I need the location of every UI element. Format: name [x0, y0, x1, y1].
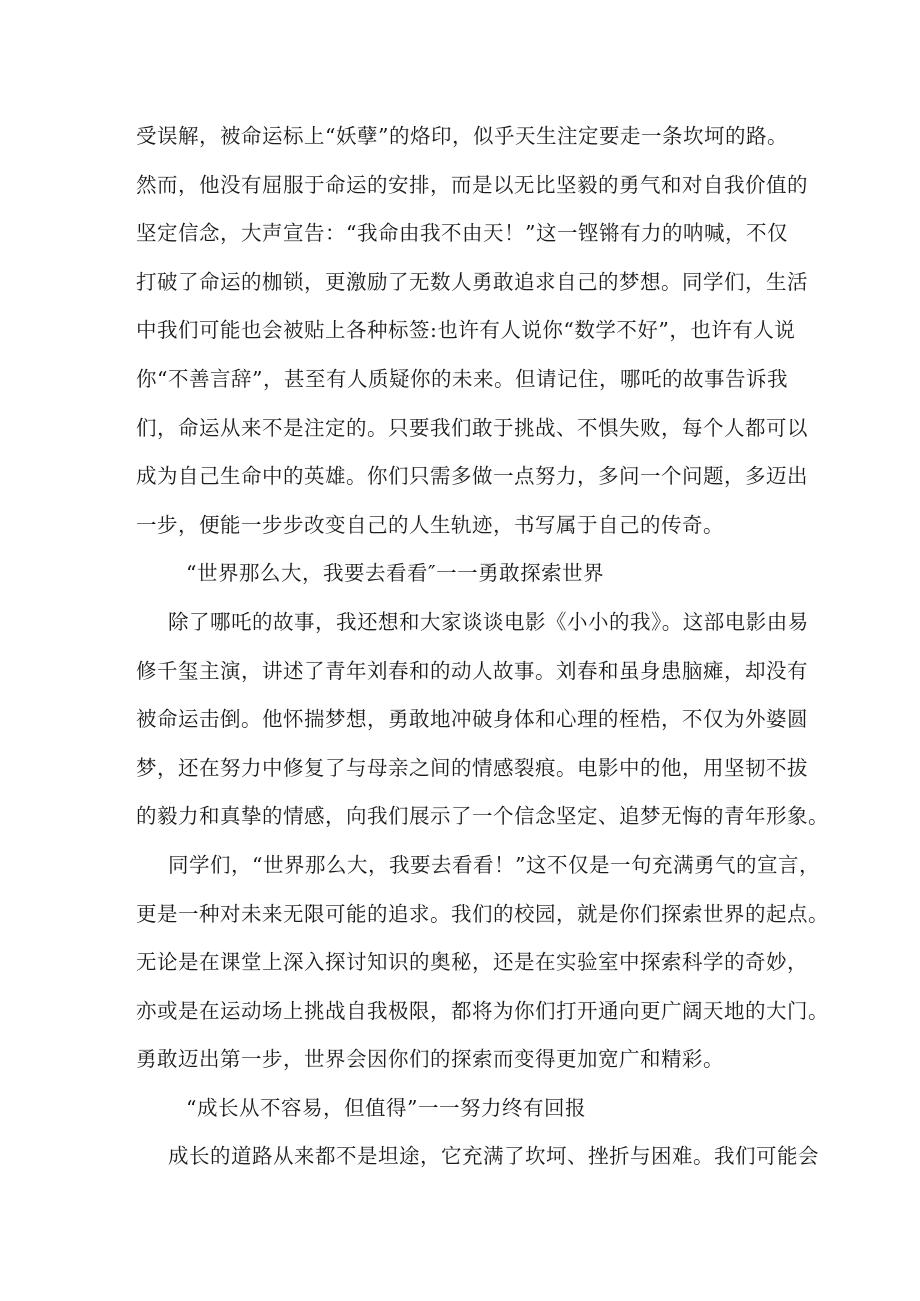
text-line: 你“不善言辞”，甚至有人质疑你的未来。但请记住，哪吒的故事告诉我	[136, 366, 788, 391]
text-line: 同学们，“世界那么大，我要去看看！”这不仅是一句充满勇气的宣言，	[168, 852, 820, 877]
text-line: 梦，还在努力中修复了与母亲之间的情感裂痕。电影中的他，用坚韧不拔	[136, 755, 808, 780]
section-heading: “世界那么大，我要去看看″一一勇敢探索世界	[186, 561, 605, 586]
text-line: 亦或是在运动场上挑战自我极限，都将为你们打开通向更广阔天地的大门。	[136, 998, 829, 1023]
text-line: 修千玺主演，讲述了青年刘春和的动人故事。刘春和虽身患脑瘫，却没有	[136, 658, 808, 683]
text-line: 勇敢迈出第一步，世界会因你们的探索而变得更加宽广和精彩。	[136, 1047, 724, 1072]
text-line: 中我们可能也会被贴上各种标签:也许有人说你“数学不好”，也许有人说	[136, 318, 796, 343]
body-text	[136, 112, 829, 1181]
text-line: 被命运击倒。他怀揣梦想，勇敢地冲破身体和心理的桎梏，不仅为外婆圆	[136, 707, 808, 732]
text-line: 受误解，被命运标上“妖孽”的烙印，似乎天生注定要走一条坎坷的路。	[136, 124, 788, 148]
text-line: 一步，便能一步步改变自己的人生轨迹，书写属于自己的传奇。	[136, 512, 724, 537]
text-line: 更是一种对未来无限可能的追求。我们的校园，就是你们探索世界的起点。	[136, 901, 829, 926]
text-line: 成长的道路从来都不是坦途，它充满了坎坷、挫折与困难。我们可能会	[168, 1144, 819, 1169]
text-line: 除了哪吒的故事，我还想和大家谈谈电影《小小的我》。这部电影由易	[168, 609, 809, 634]
text-line: 无论是在课堂上深入探讨知识的奥秘，还是在实验室中探索科学的奇妙，	[136, 950, 808, 975]
text-line: 坚定信念，大声宣告：“我命由我不由天！”这一铿锵有力的呐喊，不仅	[136, 221, 788, 246]
text-line: 们，命运从来不是注定的。只要我们敢于挑战、不惧失败，每个人都可以	[136, 415, 808, 440]
text-line: 然而，他没有屈服于命运的安排，而是以无比坚毅的勇气和对自我价值的	[136, 172, 808, 197]
text-line: 成为自己生命中的英雄。你们只需多做一点努力，多问一个问题，多迈出	[136, 464, 808, 489]
section-heading: “成长从不容易，但值得”一一努力终有回报	[186, 1095, 586, 1120]
text-line: 打破了命运的枷锁，更激励了无数人勇敢追求自己的梦想。同学们，生活	[136, 269, 808, 294]
text-line: 的毅力和真挚的情感，向我们展示了一个信念坚定、追梦无悔的青年形象。	[136, 804, 829, 829]
